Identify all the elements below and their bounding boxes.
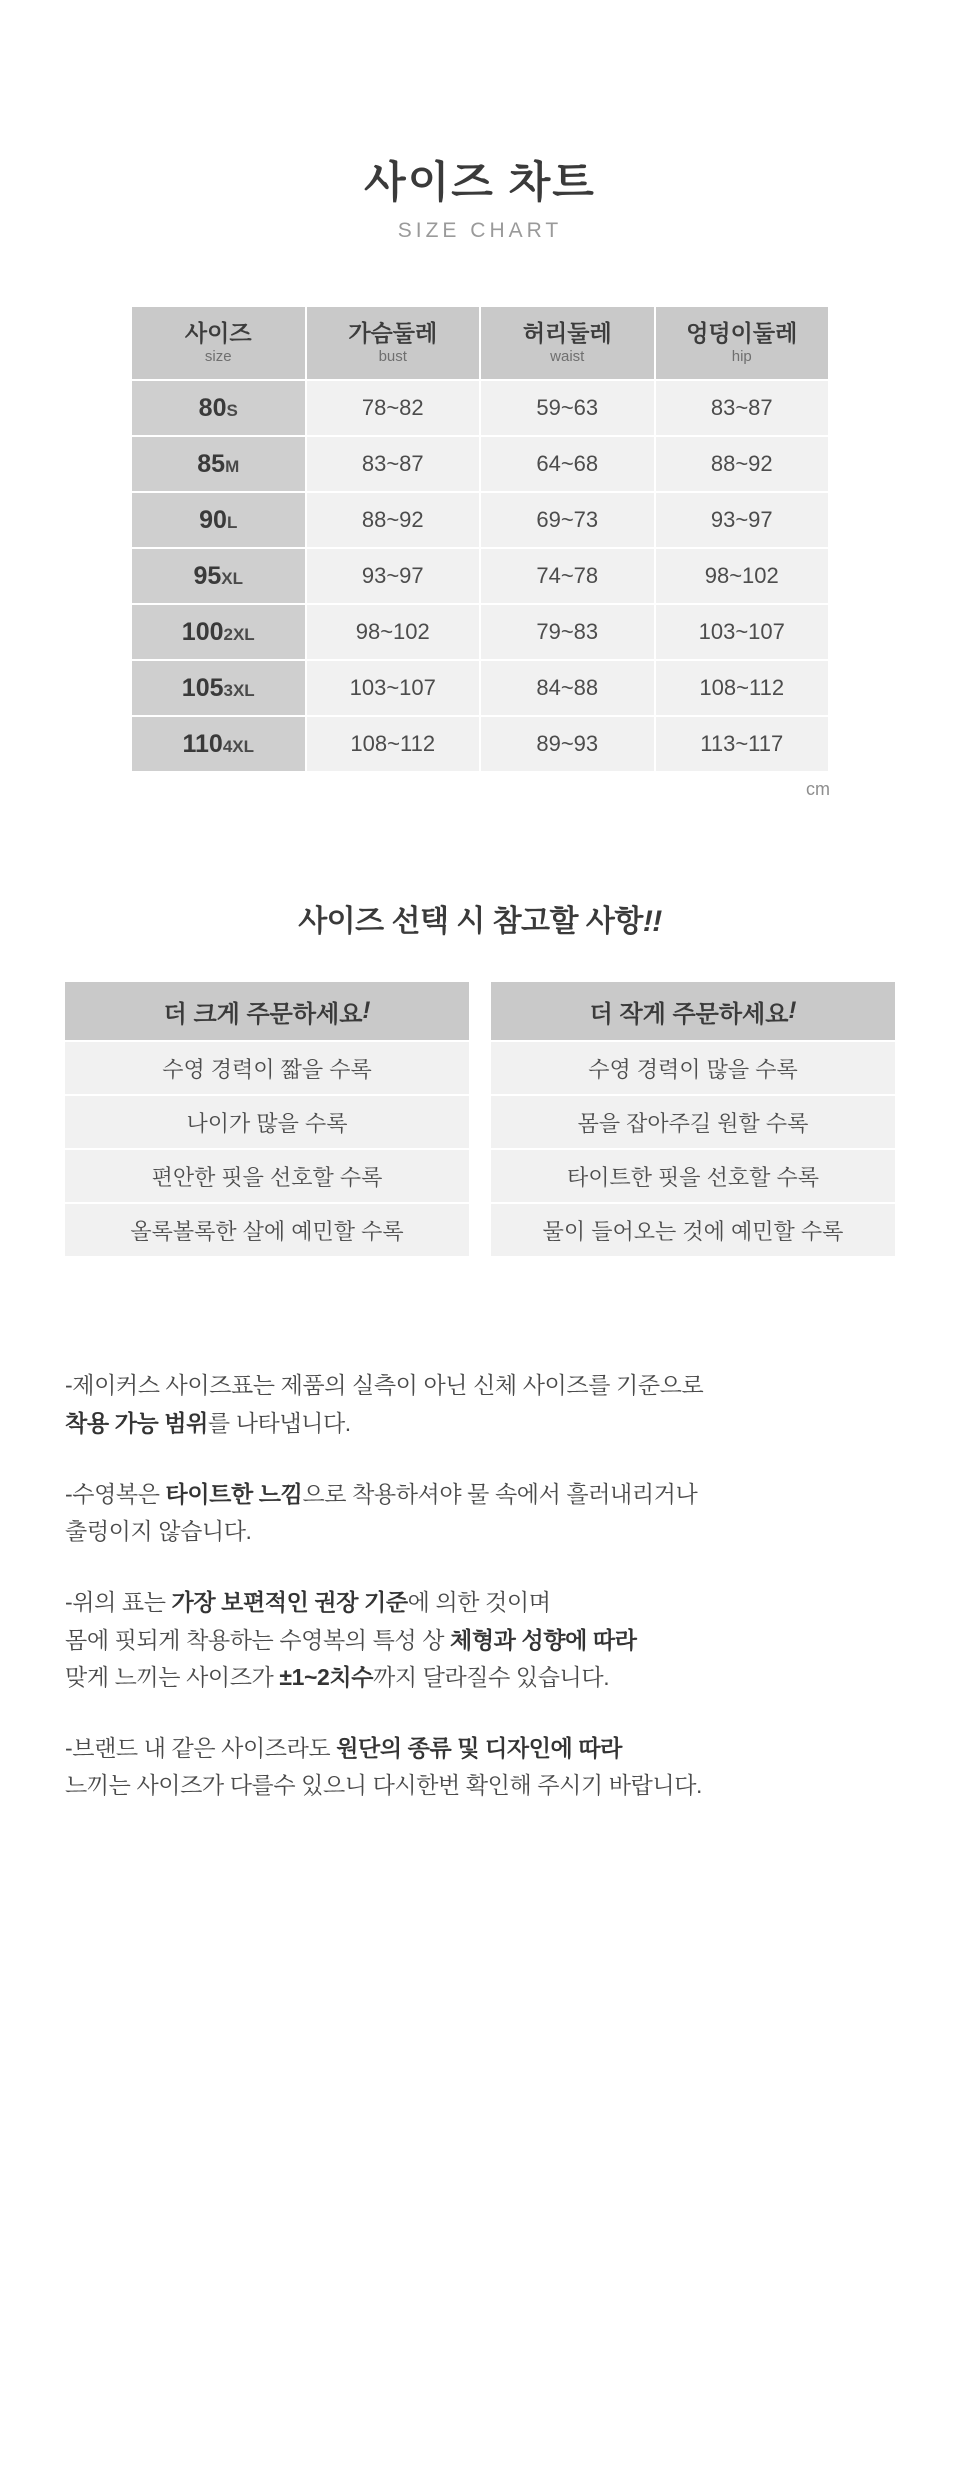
note-3-part-c: 에 의한 것이며	[407, 1589, 551, 1616]
header-ko-hip: 엉덩이둘레	[686, 320, 798, 347]
size-label: 100	[181, 617, 224, 646]
tips-bigger-header-text: 더 크게 주문하세요	[163, 1000, 363, 1028]
cell-size	[132, 493, 305, 547]
note-2-part-c: 으로 착용하셔야 물 속에서 흘러내리거나	[302, 1480, 698, 1507]
note-3-part-f: 맞게 느끼는 사이즈가	[65, 1663, 280, 1690]
size-table-body	[132, 381, 828, 771]
tips-smaller-header-text: 더 작게 주문하세요	[589, 1000, 789, 1028]
cell-bust: 88~92	[307, 493, 480, 547]
size-label: 95	[193, 561, 222, 590]
header-ko-bust: 가슴둘레	[348, 320, 438, 347]
tips-column-bigger	[65, 982, 469, 1258]
cell-waist: 89~93	[481, 717, 654, 771]
page-title	[0, 0, 960, 243]
list-item: 물이 들어오는 것에 예민할 수록	[491, 1204, 895, 1256]
cell-hip: 88~92	[656, 437, 829, 491]
size-suffix: S	[226, 400, 238, 420]
cell-waist: 64~68	[481, 437, 654, 491]
list-item: 올록볼록한 살에 예민할 수록	[65, 1204, 469, 1256]
note-4	[65, 1730, 895, 1805]
size-table	[130, 305, 830, 773]
cell-waist: 79~83	[481, 605, 654, 659]
note-2-part-a: -수영복은	[65, 1480, 166, 1507]
note-3-emph-3: ±1~2치수	[279, 1663, 374, 1690]
cell-bust: 83~87	[307, 437, 480, 491]
note-3-part-h: 까지 달라질수 있습니다.	[373, 1663, 610, 1690]
note-4-part-c: 느끼는 사이즈가 다를수 있으니 다시한번 확인해 주시기 바랍니다.	[65, 1772, 703, 1799]
note-1	[65, 1367, 895, 1442]
tips-title	[0, 800, 960, 940]
cell-waist: 84~88	[481, 661, 654, 715]
cell-hip: 83~87	[656, 381, 829, 435]
note-4-part-a: -브랜드 내 같은 사이즈라도	[65, 1735, 337, 1762]
list-item: 수영 경력이 짧을 수록	[65, 1042, 469, 1094]
cell-size	[132, 549, 305, 603]
size-table-container	[130, 243, 830, 800]
size-suffix: M	[225, 456, 240, 476]
note-4-emph: 원단의 종류 및 디자인에 따라	[336, 1735, 622, 1762]
cell-hip: 93~97	[656, 493, 829, 547]
note-3-emph-1: 가장 보편적인 권장 기준	[171, 1589, 408, 1616]
table-header-row	[132, 307, 828, 379]
header-ko-waist: 허리둘레	[522, 320, 612, 347]
size-label: 80	[198, 393, 227, 422]
table-row	[132, 661, 828, 715]
note-3-emph-2: 체형과 성향에 따라	[450, 1626, 637, 1653]
header-en-size: size	[204, 347, 232, 365]
cell-size	[132, 381, 305, 435]
cell-waist: 69~73	[481, 493, 654, 547]
size-label: 85	[197, 449, 226, 478]
table-row	[132, 493, 828, 547]
cell-bust: 108~112	[307, 717, 480, 771]
tips-container	[65, 940, 895, 1258]
tips-smaller-header-mark: !	[788, 997, 797, 1025]
list-item: 몸을 잡아주길 원할 수록	[491, 1096, 895, 1148]
note-2-part-d: 출렁이지 않습니다.	[65, 1518, 252, 1545]
size-label: 110	[182, 729, 223, 758]
tips-title-text: 사이즈 선택 시 참고할 사항	[298, 905, 643, 939]
notes-section	[65, 1258, 895, 1958]
cell-bust: 98~102	[307, 605, 480, 659]
size-suffix: XL	[221, 568, 244, 588]
size-label: 90	[199, 505, 227, 534]
tips-smaller-header	[491, 982, 895, 1040]
page-title-en: SIZE CHART	[397, 219, 563, 243]
table-row	[132, 549, 828, 603]
size-suffix: 4XL	[222, 736, 255, 756]
cell-hip: 98~102	[656, 549, 829, 603]
size-suffix: 2XL	[223, 624, 255, 644]
header-en-waist: waist	[550, 347, 585, 365]
list-item: 수영 경력이 많을 수록	[491, 1042, 895, 1094]
cell-bust: 103~107	[307, 661, 480, 715]
cell-bust: 93~97	[307, 549, 480, 603]
tips-title-mark: !!	[642, 905, 662, 939]
note-3	[65, 1584, 895, 1696]
cell-size	[132, 661, 305, 715]
note-1-part-c: 를 나타냅니다.	[207, 1409, 351, 1436]
cell-size	[132, 717, 305, 771]
tips-bigger-header-mark: !	[362, 997, 371, 1025]
unit-label: cm	[806, 779, 830, 800]
size-suffix: L	[226, 512, 238, 532]
size-table-head	[132, 307, 828, 379]
table-row	[132, 717, 828, 771]
note-3-part-d: 몸에 핏되게 착용하는 수영복의 특성 상	[65, 1626, 451, 1653]
header-cell-hip	[656, 307, 829, 379]
tips-column-smaller	[491, 982, 895, 1258]
cell-bust: 78~82	[307, 381, 480, 435]
header-cell-waist	[481, 307, 654, 379]
cell-size	[132, 605, 305, 659]
header-cell-bust	[307, 307, 480, 379]
cell-waist: 74~78	[481, 549, 654, 603]
table-row	[132, 605, 828, 659]
list-item: 나이가 많을 수록	[65, 1096, 469, 1148]
note-1-part-a: -제이커스 사이즈표는 제품의 실측이 아닌 신체 사이즈를 기준으로	[65, 1372, 704, 1399]
table-row	[132, 381, 828, 435]
header-ko-size: 사이즈	[184, 320, 252, 347]
cell-size	[132, 437, 305, 491]
cell-waist: 59~63	[481, 381, 654, 435]
note-1-emph: 착용 가능 범위	[65, 1409, 208, 1436]
tips-bigger-header	[65, 982, 469, 1040]
cell-hip: 103~107	[656, 605, 829, 659]
size-suffix: 3XL	[223, 680, 255, 700]
table-row	[132, 437, 828, 491]
header-en-bust: bust	[378, 347, 407, 365]
list-item: 편안한 핏을 선호할 수록	[65, 1150, 469, 1202]
note-2-emph: 타이트한 느낌	[165, 1480, 303, 1507]
note-2	[65, 1476, 895, 1551]
cell-hip: 113~117	[656, 717, 829, 771]
header-cell-size	[132, 307, 305, 379]
page-title-ko: 사이즈 차트	[364, 159, 596, 207]
cell-hip: 108~112	[656, 661, 829, 715]
size-label: 105	[181, 673, 224, 702]
list-item: 타이트한 핏을 선호할 수록	[491, 1150, 895, 1202]
header-en-hip: hip	[731, 347, 752, 365]
note-3-part-a: -위의 표는	[65, 1589, 172, 1616]
